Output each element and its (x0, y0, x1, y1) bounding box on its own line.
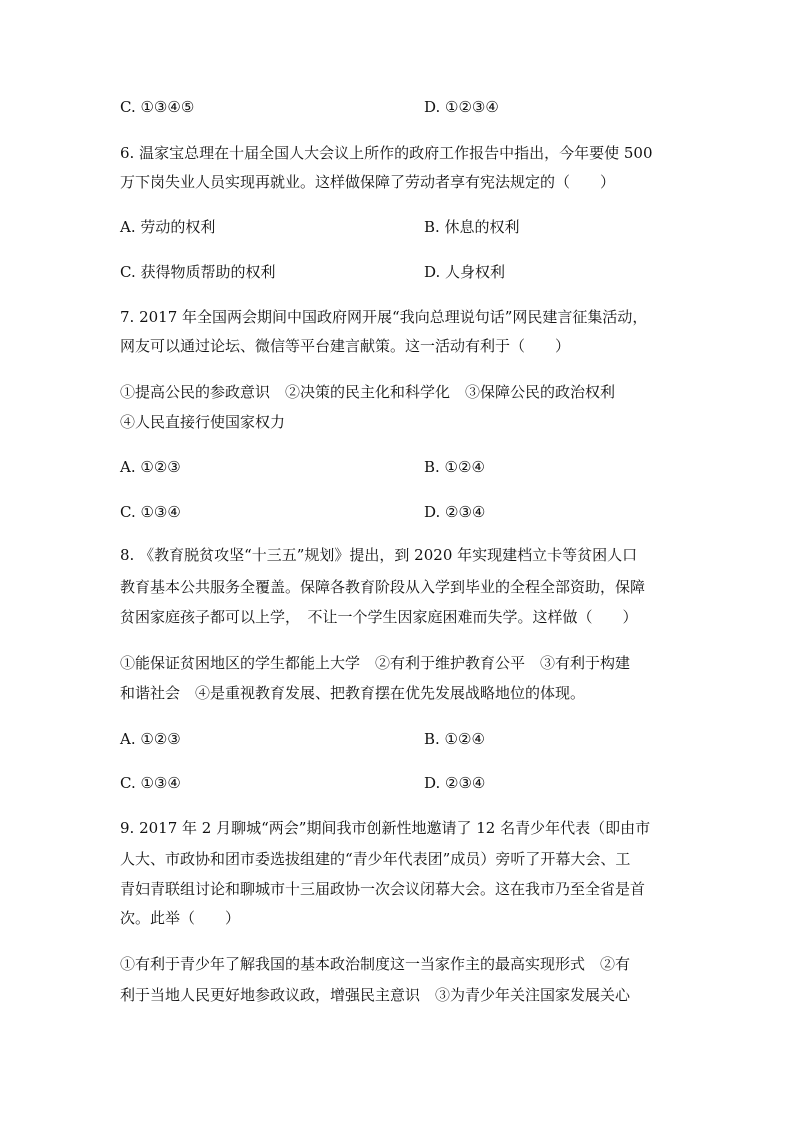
q8-option-a: A. ①②③ (120, 730, 181, 748)
q9-items-line-1: ①有利于青少年了解我国的基本政治制度这一当家作主的最高实现形式 ②有 (120, 955, 631, 973)
q8-stem-line-3: 贫困家庭孩子都可以上学， 不让一个学生因家庭困难而失学。这样做（ ） (120, 608, 638, 626)
q9-stem-line-2: 人大、市政协和团市委选拔组建的“青少年代表团”成员）旁听了开幕大会、工 (120, 850, 631, 868)
q7-items-line-2: ④人民直接行使国家权力 (120, 413, 286, 431)
q5-option-c: C. ①③④⑤ (120, 98, 195, 116)
q6-stem-line-1: 6. 温家宝总理在十届全国人大会议上所作的政府工作报告中指出，今年要使 500 (120, 144, 653, 162)
q6-option-d: D. 人身权利 (424, 263, 506, 281)
q7-stem-line-2: 网友可以通过论坛、微信等平台建言献策。这一活动有利于（ ） (120, 337, 571, 355)
q7-option-b: B. ①②④ (424, 458, 485, 476)
q5-option-d: D. ①②③④ (424, 98, 499, 116)
q8-stem-line-1: 8. 《教育脱贫攻坚“十三五”规划》提出，到 2020 年实现建档立卡等贫困人口 (120, 546, 638, 564)
q7-option-d: D. ②③④ (424, 503, 486, 521)
q8-stem-line-2: 教育基本公共服务全覆盖。保障各教育阶段从入学到毕业的全程全部资助，保障 (120, 578, 646, 596)
q8-items-line-2: 和谐社会 ④是重视教育发展、把教育摆在优先发展战略地位的体现。 (120, 684, 586, 702)
q6-stem-line-2: 万下岗失业人员实现再就业。这样做保障了劳动者享有宪法规定的（ ） (120, 173, 616, 191)
q9-stem-line-3: 青妇青联组讨论和聊城市十三届政协一次会议闭幕大会。这在我市乃至全省是首 (120, 880, 646, 898)
q7-option-a: A. ①②③ (120, 458, 181, 476)
q6-option-b: B. 休息的权利 (424, 218, 520, 236)
q7-items-line-1: ①提高公民的参政意识 ②决策的民主化和科学化 ③保障公民的政治权利 (120, 383, 616, 401)
q7-stem-line-1: 7. 2017 年全国两会期间中国政府网开展“我向总理说句话”网民建言征集活动， (120, 308, 648, 326)
q9-items-line-2: 利于当地人民更好地参政议政，增强民主意识 ③为青少年关注国家发展关心 (120, 986, 631, 1004)
q7-option-c: C. ①③④ (120, 503, 181, 521)
q9-stem-line-4: 次。此举（ ） (120, 909, 241, 927)
q6-option-c: C. 获得物质帮助的权利 (120, 263, 276, 281)
q9-stem-line-1: 9. 2017 年 2 月聊城“两会”期间我市创新性地邀请了 12 名青少年代表（即由市 (120, 819, 651, 837)
q6-option-a: A. 劳动的权利 (120, 218, 216, 236)
q8-option-d: D. ②③④ (424, 774, 486, 792)
q8-items-line-1: ①能保证贫困地区的学生都能上大学 ②有利于维护教育公平 ③有利于构建 (120, 654, 631, 672)
q8-option-c: C. ①③④ (120, 774, 181, 792)
q8-option-b: B. ①②④ (424, 730, 485, 748)
